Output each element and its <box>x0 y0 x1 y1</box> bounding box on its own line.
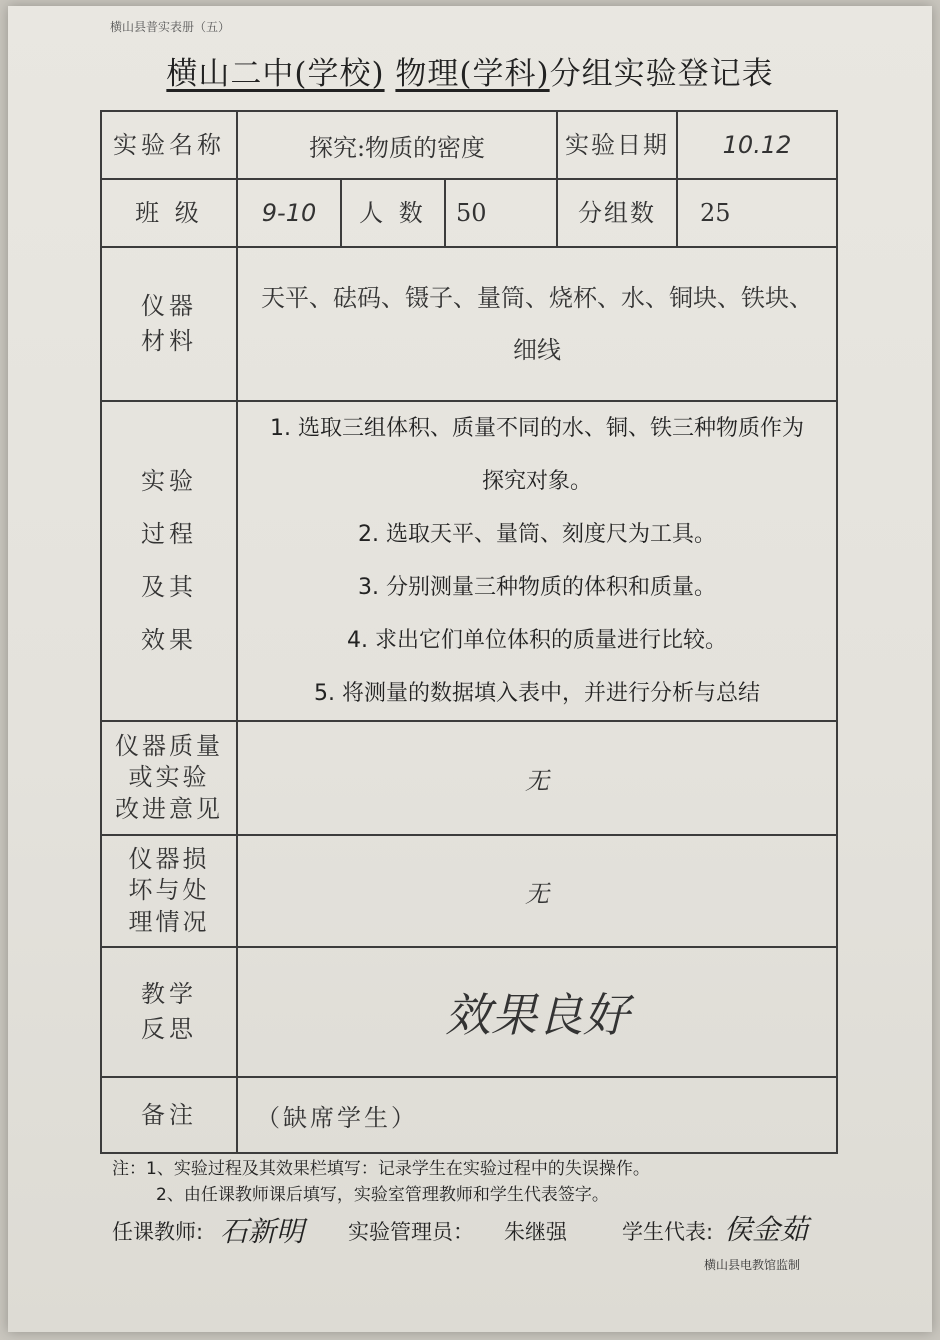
label-class: 班 级 <box>101 179 237 247</box>
signature-row <box>112 1213 832 1256</box>
equipment-line-1: 天平、砝码、镊子、量筒、烧杯、水、铜块、铁块、 <box>261 284 813 312</box>
note-line-2: 2、由任课教师课后填写，实验室管理教师和学生代表签字。 <box>156 1185 609 1205</box>
value-people: 50 <box>445 179 557 247</box>
row-process <box>101 401 837 721</box>
label-damage-line-2: 坏与处 <box>128 876 210 905</box>
value-remarks: （缺席学生） <box>237 1077 837 1153</box>
title-school: 横山二中(学校) <box>166 56 385 92</box>
label-quality <box>101 721 237 835</box>
label-reflection <box>101 947 237 1077</box>
label-process-line-3: 及其 <box>141 573 197 601</box>
process-step: 探究对象。 <box>482 469 593 494</box>
process-step: 4. 求出它们单位体积的质量进行比较。 <box>347 628 727 653</box>
label-experiment-name: 实验名称 <box>101 111 237 179</box>
form-page <box>8 6 932 1332</box>
equipment-line-2: 细线 <box>513 336 561 364</box>
label-process-line-4: 效果 <box>141 626 197 654</box>
label-groups: 分组数 <box>557 179 677 247</box>
value-class: 9-10 <box>237 179 341 247</box>
note-line-1: 注：1、实验过程及其效果栏填写：记录学生在实验过程中的失误操作。 <box>112 1159 650 1179</box>
row-reflection <box>101 947 837 1077</box>
student-label: 学生代表: <box>622 1220 714 1244</box>
value-experiment-date: 10.12 <box>677 111 837 179</box>
teacher-label: 任课教师: <box>112 1220 204 1244</box>
label-process <box>101 401 237 721</box>
value-experiment-name: 探究:物质的密度 <box>237 111 557 179</box>
label-quality-line-1: 仪器质量 <box>115 732 223 761</box>
label-damage <box>101 835 237 947</box>
row-equipment <box>101 247 837 401</box>
row-quality <box>101 721 837 835</box>
label-equipment-line-2: 材料 <box>141 327 197 355</box>
process-step: 5. 将测量的数据填入表中，并进行分析与总结 <box>314 681 760 706</box>
label-process-line-1: 实验 <box>141 467 197 495</box>
teacher-signature: 石新明 <box>220 1215 305 1248</box>
label-reflection-line-1: 教学 <box>141 980 197 1009</box>
label-experiment-date: 实验日期 <box>557 111 677 179</box>
value-damage: 无 <box>237 835 837 947</box>
label-reflection-line-2: 反思 <box>141 1015 197 1043</box>
admin-name: 朱继强 <box>504 1220 567 1244</box>
label-damage-line-3: 理情况 <box>128 907 210 936</box>
publisher-stamp: 横山县电教馆监制 <box>704 1258 801 1272</box>
title-suffix: 分组实验登记表 <box>549 56 774 92</box>
value-equipment <box>237 247 837 401</box>
label-quality-line-2: 或实验 <box>128 763 210 792</box>
value-groups: 25 <box>677 179 837 247</box>
label-equipment-line-1: 仪器 <box>141 292 197 321</box>
value-process <box>237 401 837 721</box>
label-damage-line-1: 仪器损 <box>128 845 210 874</box>
label-process-line-2: 过程 <box>141 520 197 548</box>
process-step: 1. 选取三组体积、质量不同的水、铜、铁三种物质作为 <box>270 416 804 441</box>
admin-label: 实验管理员： <box>348 1220 474 1244</box>
form-title <box>8 48 932 93</box>
row-class <box>101 179 837 247</box>
label-remarks: 备注 <box>101 1077 237 1153</box>
value-reflection: 效果良好 <box>237 947 837 1077</box>
label-equipment <box>101 247 237 401</box>
registration-table <box>100 110 838 1154</box>
form-notes <box>112 1156 650 1208</box>
student-signature: 侯金茹 <box>724 1213 809 1246</box>
process-step: 3. 分别测量三种物质的体积和质量。 <box>358 575 716 600</box>
row-experiment-name <box>101 111 837 179</box>
label-quality-line-3: 改进意见 <box>115 794 223 823</box>
row-damage <box>101 835 837 947</box>
process-step: 2. 选取天平、量筒、刻度尺为工具。 <box>358 522 716 547</box>
row-remarks <box>101 1077 837 1153</box>
header-note: 横山县普实表册（五） <box>110 20 231 34</box>
value-quality: 无 <box>237 721 837 835</box>
label-people: 人 数 <box>341 179 445 247</box>
title-subject: 物理(学科) <box>395 56 550 92</box>
